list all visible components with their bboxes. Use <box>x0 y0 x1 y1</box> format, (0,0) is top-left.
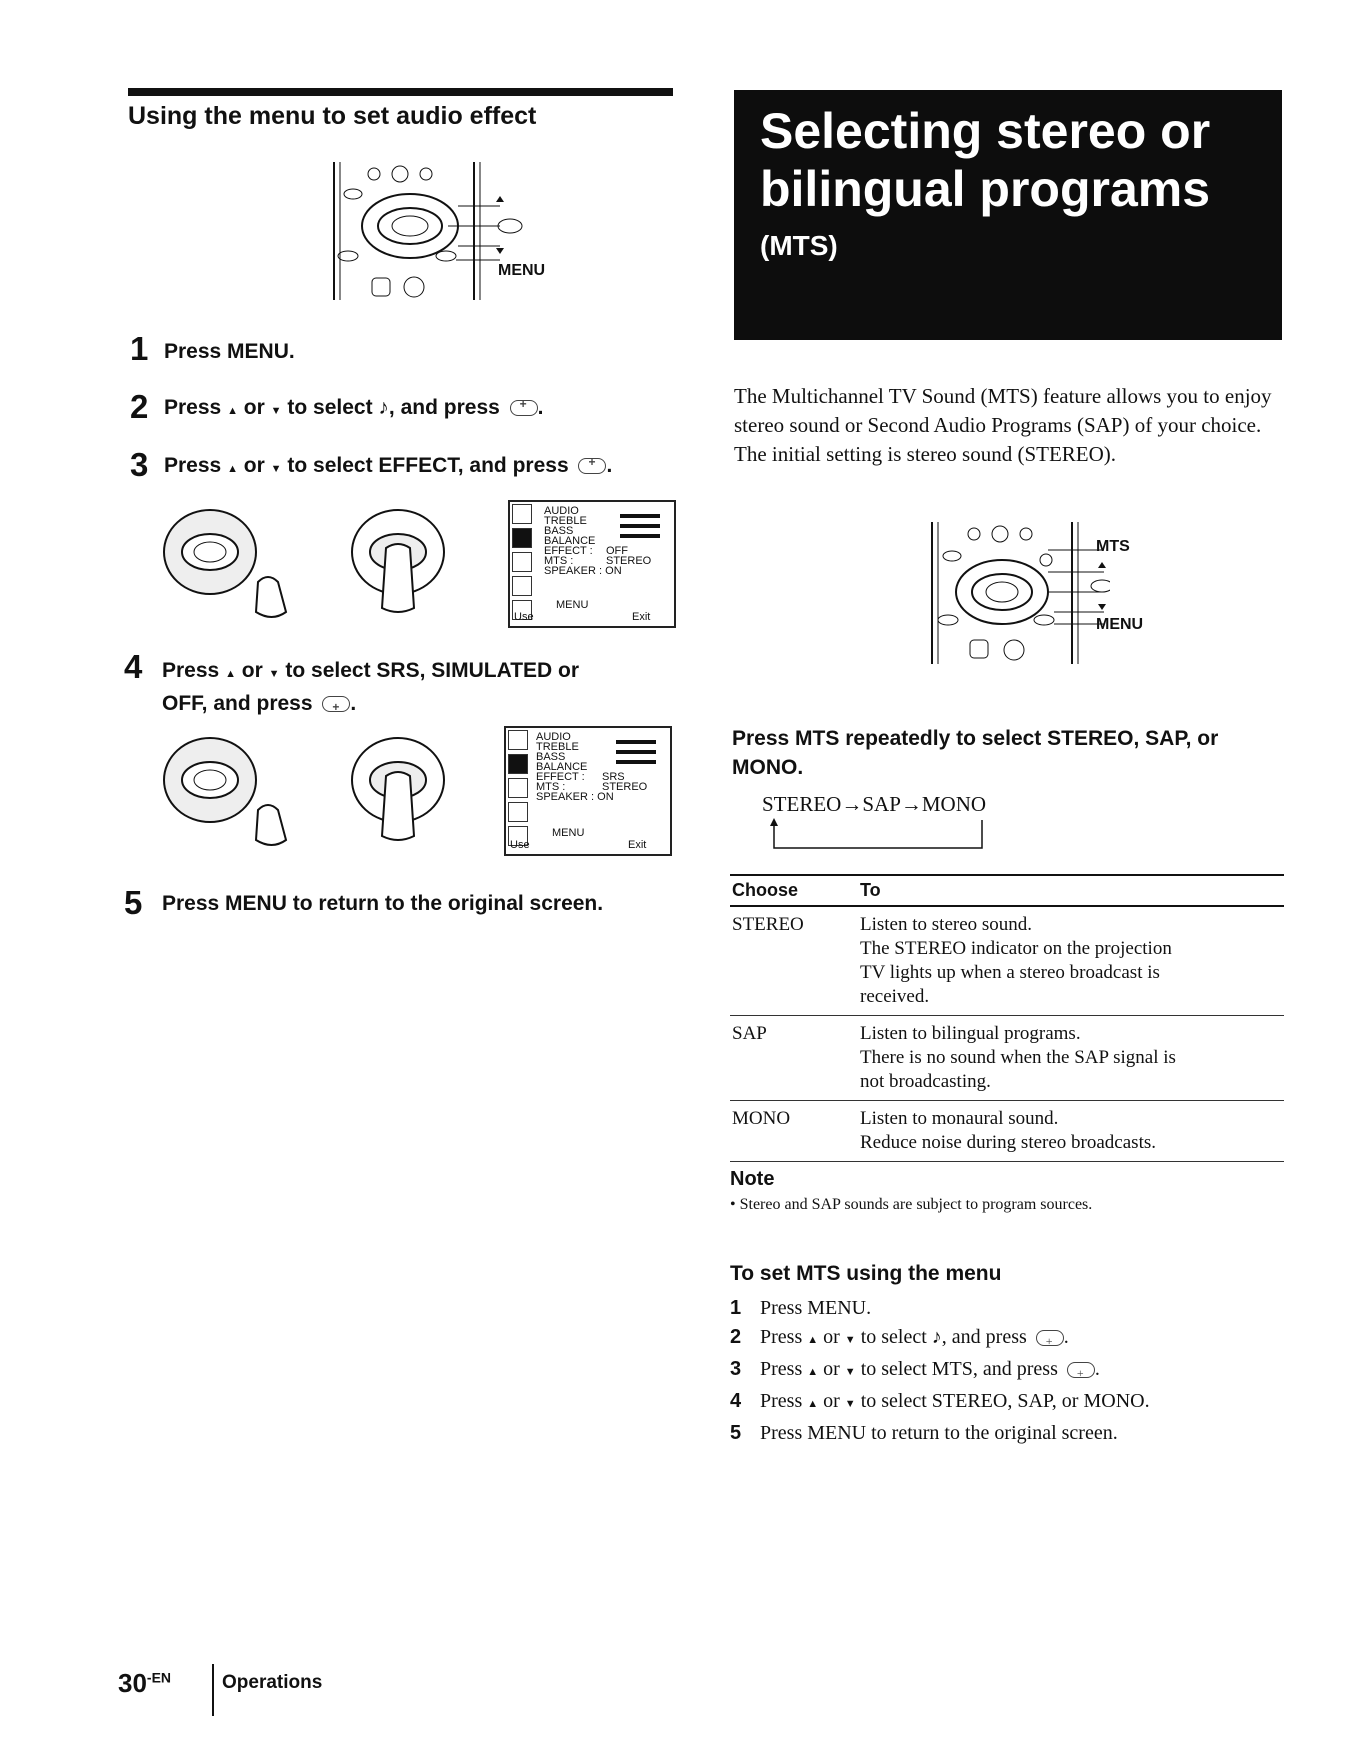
arrow-down-icon <box>269 659 280 682</box>
remote-illustration <box>328 160 558 310</box>
joystick-press-up-down-illustration <box>162 730 332 850</box>
section-rule <box>128 88 673 96</box>
arrow-right-icon: → <box>841 792 863 816</box>
arrow-down-icon <box>845 1358 856 1380</box>
arrow-up-icon <box>807 1326 818 1348</box>
remote-menu-label: MENU <box>1096 616 1144 633</box>
step-number: 3 <box>130 446 149 483</box>
arrow-down-icon <box>845 1390 856 1412</box>
audio-menu-screen: AUDIO TREBLE BASS BALANCE EFFECT : SRS MTS : STEREO SPEAKER : ON MENU Use Exit <box>504 726 672 856</box>
mts-options-table <box>730 874 1284 1162</box>
table-header: To <box>858 875 1284 906</box>
banner-title: Selecting stereo or bilingual programs <box>760 103 1211 217</box>
enter-button-icon <box>322 696 350 712</box>
section-banner <box>734 90 1282 340</box>
menu-procedure-list <box>730 1294 1150 1448</box>
intro-paragraph: The Multichannel TV Sound (MTS) feature allows you to enjoy stereo sound or Second Audio Programs (SAP) of your choice. The initial setting is stereo sound (STEREO). <box>734 384 1272 466</box>
footer-divider <box>212 1664 214 1716</box>
table-row: SAP Listen to bilingual programs. There is no sound when the SAP signal is not broadcasting. <box>730 1016 1284 1101</box>
menu-header: AUDIO <box>536 731 571 743</box>
table-header: Choose <box>730 875 858 906</box>
arrow-up-icon <box>225 659 236 682</box>
enter-button-icon <box>510 400 538 416</box>
list-item: 2 Press ▲ or ▼ to select ♪, and press + . <box>730 1323 1150 1355</box>
music-note-icon: ♪ <box>931 1326 942 1348</box>
step-number: 4 <box>124 648 143 685</box>
music-note-icon: ♪ <box>378 396 389 419</box>
arrow-down-icon <box>845 1326 856 1348</box>
page-number: $30^{-EN}$ <box>118 1668 172 1698</box>
arrow-down-icon <box>271 454 282 477</box>
joystick-press-center-illustration <box>346 730 476 850</box>
audio-menu-screen: AUDIO TREBLE BASS BALANCE EFFECT : OFF MTS : STEREO SPEAKER : ON MENU Use Exit <box>508 500 676 628</box>
press-mts-instruction: Press MTS repeatedly to select STEREO, SAP, or MONO. <box>732 727 1219 779</box>
step-text: Press ▲ or ▼ to select ♪, and press + . <box>164 396 544 420</box>
arrow-down-icon <box>271 396 282 419</box>
joystick-press-up-down-illustration <box>162 502 332 622</box>
list-item: 3 Press ▲ or ▼ to select MTS, and press + . <box>730 1355 1150 1387</box>
step-text: Press ▲ or ▼ to select EFFECT, and press + . <box>164 454 612 478</box>
menu-procedure-heading: To set MTS using the menu <box>730 1262 1002 1285</box>
enter-button-icon <box>1036 1330 1064 1346</box>
list-item: 5 Press MENU to return to the original screen. <box>730 1422 1118 1444</box>
section-title: Using the menu to set audio effect <box>128 102 537 130</box>
banner-subtitle: (MTS) <box>760 230 838 261</box>
enter-button-icon <box>578 458 606 474</box>
list-item: 1 Press MENU. <box>730 1297 872 1319</box>
note-heading: Note <box>730 1168 775 1190</box>
table-row: MONO Listen to monaural sound. Reduce noise during stereo broadcasts. <box>730 1101 1284 1162</box>
arrow-up-icon <box>807 1358 818 1380</box>
remote-illustration <box>930 520 1110 670</box>
arrow-up-icon <box>227 396 238 419</box>
step-text: Press MENU. <box>164 340 295 363</box>
arrow-up-icon <box>227 454 238 477</box>
note-text: • Stereo and SAP sounds are subject to program sources. <box>730 1196 1093 1213</box>
cycle-return-arrow <box>768 818 990 852</box>
remote-mts-label: MTS <box>1096 538 1130 555</box>
remote-menu-label: MENU <box>498 262 546 279</box>
step-number: 1 <box>130 330 149 367</box>
mode-cycle: STEREO→SAP→MONO <box>762 792 987 816</box>
step-text: Press ▲ or ▼ to select SRS, SIMULATED or OFF, and press + . <box>162 656 579 718</box>
enter-button-icon <box>1067 1362 1095 1378</box>
step-number: 5 <box>124 884 143 921</box>
arrow-up-icon <box>807 1390 818 1412</box>
step-number: 2 <box>130 388 149 425</box>
footer-section-name: Operations <box>222 1672 323 1693</box>
joystick-press-center-illustration <box>346 502 476 622</box>
menu-header: AUDIO <box>544 505 579 517</box>
list-item: 4 Press ▲ or ▼ to select STEREO, SAP, or MONO. <box>730 1387 1150 1419</box>
step-text: Press MENU to return to the original screen. <box>162 892 604 915</box>
table-row: STEREO Listen to stereo sound. The STEREO indicator on the projection TV lights up when a stereo broadcast is received. <box>730 906 1284 1016</box>
arrow-right-icon: → <box>900 792 922 816</box>
